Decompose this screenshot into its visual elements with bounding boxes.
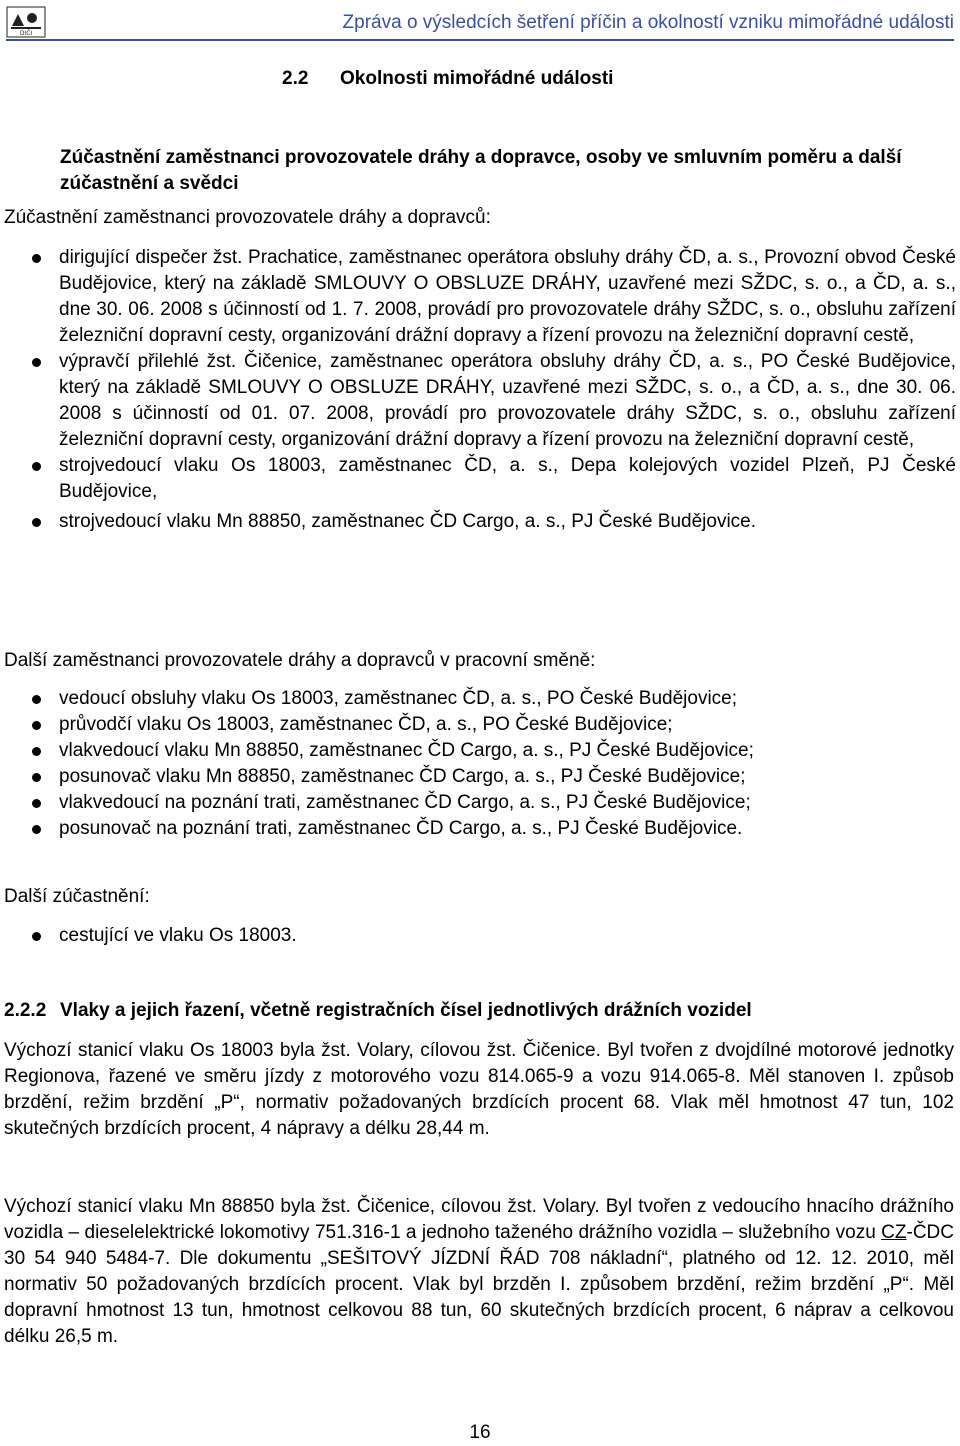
header-divider	[6, 39, 954, 41]
bullet-icon	[32, 932, 41, 941]
list-item: dirigující dispečer žst. Prachatice, zaměstnanec operátora obsluhy dráhy ČD, a. s., Provozní obvod České Budějovice, který na základě SMLOUVY O OBSLUZE DRÁHY, uzavřené mezi SŽDC, s. o., a ČD, a. s., dne 30. 06. 2008 s účinností od 1. 7. 2008, provádí pro provozovatele dráhy SŽDC, s. o., obsluhu zařízení železniční dopravní cesty, organizování drážní dopravy a řízení provozu na železniční dopravní cestě,	[0, 245, 956, 349]
bullet-icon	[32, 358, 41, 367]
list-item: posunovač vlaku Mn 88850, zaměstnanec ČD Cargo, a. s., PJ České Budějovice;	[0, 764, 956, 790]
section-number	[4, 145, 60, 171]
section-title: Vlaky a jejich řazení, včetně registračních čísel jednotlivých drážních vozidel	[60, 1000, 752, 1021]
bullet-icon	[32, 747, 41, 756]
bullet-icon	[32, 773, 41, 782]
page-number: 16	[469, 1422, 491, 1443]
section-title: Okolnosti mimořádné události	[340, 68, 614, 89]
list-item: průvodčí vlaku Os 18003, zaměstnanec ČD, a. s., PO České Budějovice;	[0, 712, 956, 738]
participants-list	[0, 245, 956, 535]
list-item: vedoucí obsluhy vlaku Os 18003, zaměstnanec ČD, a. s., PO České Budějovice;	[0, 686, 956, 712]
section-title: Zúčastnění zaměstnanci provozovatele dráhy a dopravce, osoby ve smluvním poměru a další zúčastnění a svědci	[60, 147, 902, 194]
train-mn-paragraph: Výchozí stanicí vlaku Mn 88850 byla žst. Čičenice, cílovou žst. Volary. Byl tvořen z vedoucího hnacího drážního vozidla – dieselelektrické lokomotivy 751.316-1 a jednoho taženého drážního vozidla – služebního vozu CZ-ČDC 30 54 940 5484-7. Dle dokumentu „SEŠITOVÝ JÍZDNÍ ŘÁD 708 nákladní“, platného od 12. 12. 2010, měl normativ 50 požadovaných brzdících procent. Vlak byl brzděn I. způsobem brzdění, režim brzdění „P“. Měl dopravní hmotnost 13 tun, hmotnost celkovou 88 tun, 60 skutečných brzdících procent, 6 náprav a celkovou délku 26,5 m.	[4, 1196, 954, 1347]
section-2-2-1-heading	[4, 145, 956, 197]
list-item: cestující ve vlaku Os 18003.	[0, 923, 956, 949]
list-item: strojvedoucí vlaku Os 18003, zaměstnanec ČD, a. s., Depa kolejových vozidel Plzeň, PJ České Budějovice,	[0, 453, 956, 505]
section-2-2-2-heading	[4, 998, 752, 1024]
others-intro: Další zúčastnění:	[4, 886, 150, 907]
participants-intro: Zúčastnění zaměstnanci provozovatele dráhy a dopravců:	[4, 207, 491, 228]
train-os-paragraph: Výchozí stanicí vlaku Os 18003 byla žst. Volary, cílovou žst. Čičenice. Byl tvořen z dvojdílné motorové jednotky Regionova, řazené ve směru jízdy z motorového vozu 814.065-9 a vozu 914.065-8. Měl stanoven I. způsob brzdění, režim brzdění „P“, normativ požadovaných brzdících procent 68. Vlak měl hmotnost 47 tun, 102 skutečných brzdících procent, 4 nápravy a délku 28,44 m.	[4, 1040, 954, 1139]
dici-logo-icon	[6, 6, 46, 38]
list-item: posunovač na poznání trati, zaměstnanec ČD Cargo, a. s., PJ České Budějovice.	[0, 816, 956, 842]
shift-staff-list	[0, 686, 956, 842]
list-item: vlakvedoucí vlaku Mn 88850, zaměstnanec ČD Cargo, a. s., PJ České Budějovice;	[0, 738, 956, 764]
section-number: 2.2.2	[4, 1000, 47, 1021]
bullet-icon	[32, 518, 41, 527]
bullet-icon	[32, 799, 41, 808]
bullet-icon	[32, 721, 41, 730]
list-item: strojvedoucí vlaku Mn 88850, zaměstnanec ČD Cargo, a. s., PJ České Budějovice.	[0, 509, 956, 535]
header-title: Zpráva o výsledcích šetření příčin a okolností vzniku mimořádné události	[342, 12, 954, 33]
list-item: vlakvedoucí na poznání trati, zaměstnanec ČD Cargo, a. s., PJ České Budějovice;	[0, 790, 956, 816]
shift-intro: Další zaměstnanci provozovatele dráhy a dopravců v pracovní směně:	[4, 650, 596, 671]
bullet-icon	[32, 254, 41, 263]
page-header	[6, 6, 954, 40]
bullet-icon	[32, 462, 41, 471]
logo-text: DIČI	[19, 30, 33, 37]
bullet-icon	[32, 695, 41, 704]
underlined-code: CZ	[881, 1222, 907, 1243]
section-number: 2.2	[282, 68, 309, 89]
section-2-2-heading	[282, 66, 613, 92]
others-list	[0, 923, 956, 949]
bullet-icon	[32, 825, 41, 834]
list-item: výpravčí přilehlé žst. Čičenice, zaměstnanec operátora obsluhy dráhy ČD, a. s., PO České Budějovice, který na základě SMLOUVY O OBSLUZE DRÁHY, uzavřené mezi SŽDC, s. o., a ČD, a. s., dne 30. 06. 2008 s účinností od 01. 07. 2008, provádí pro provozovatele dráhy SŽDC, s. o., obsluhu zařízení železniční dopravní cesty, organizování drážní dopravy a řízení provozu na železniční dopravní cestě,	[0, 349, 956, 453]
